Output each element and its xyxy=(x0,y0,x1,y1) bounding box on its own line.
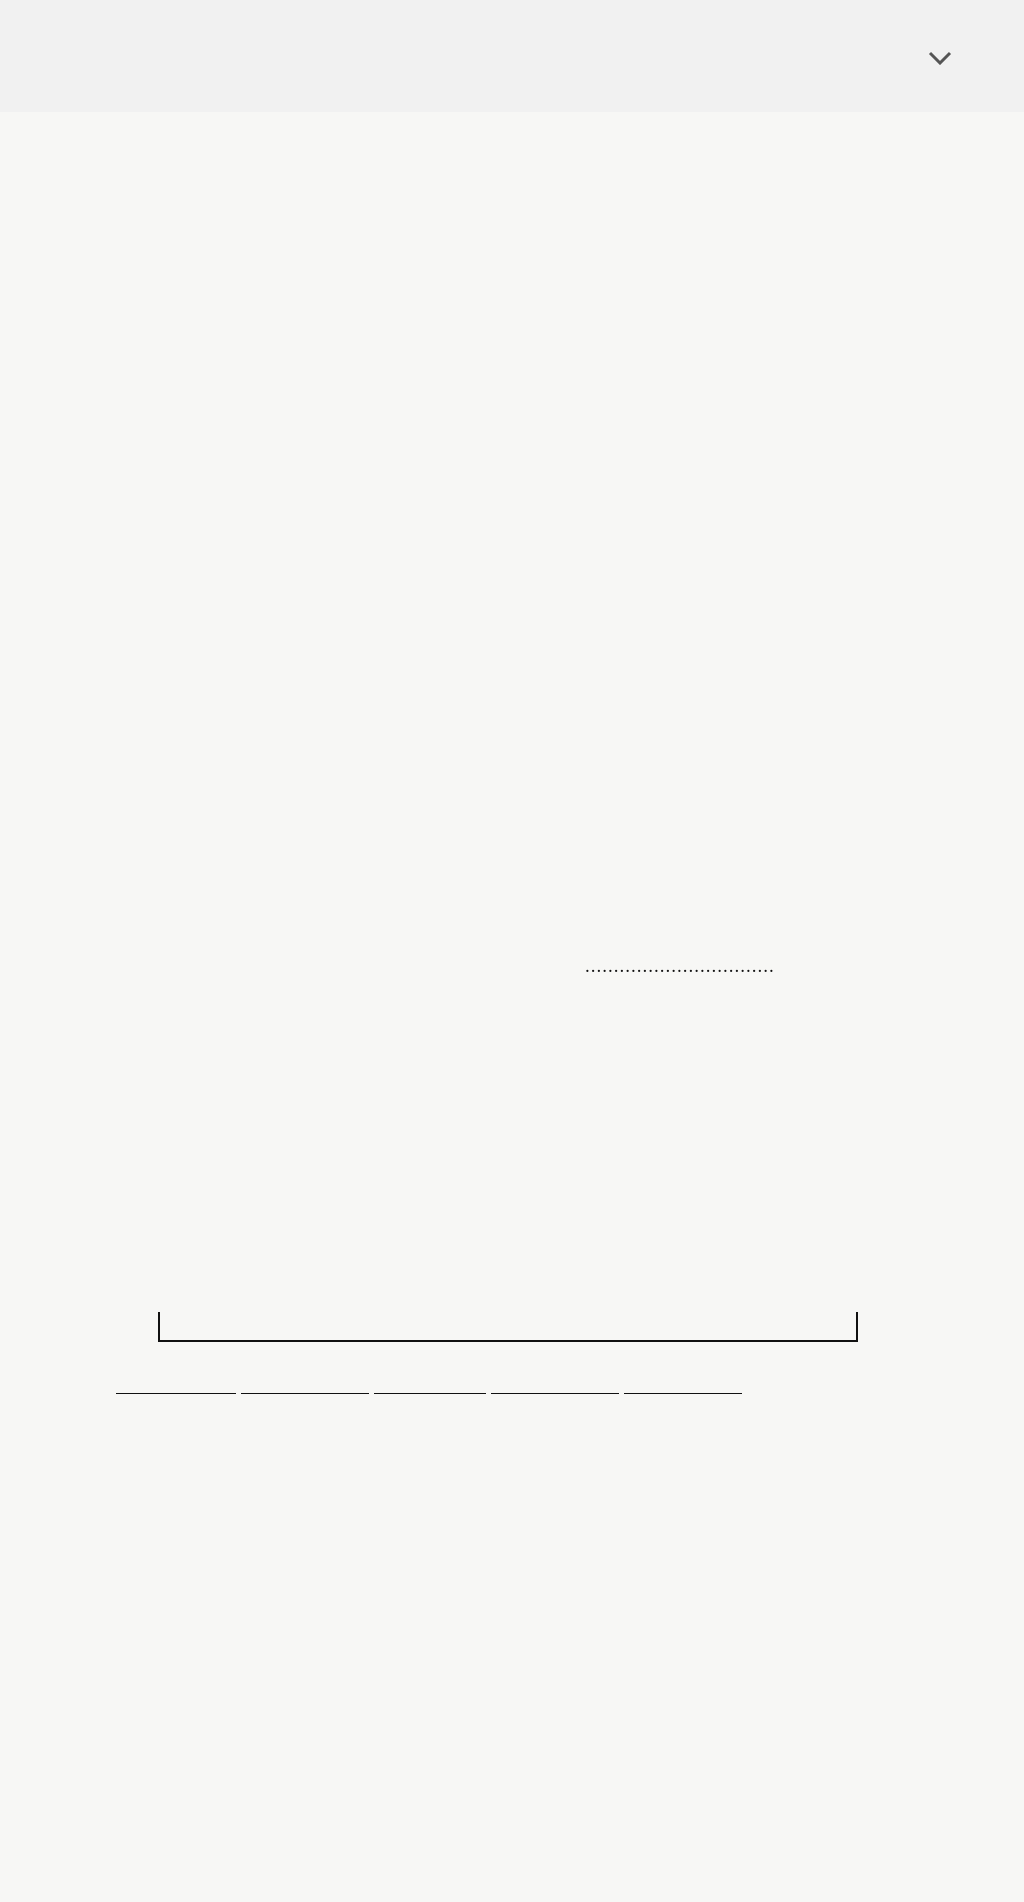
reading-passage xyxy=(116,1374,899,1404)
q10-doctor: ................................. xyxy=(585,956,775,977)
teabag-passage xyxy=(116,1744,899,1774)
viewer-header xyxy=(0,0,1024,113)
word-box xyxy=(158,1312,858,1342)
chevron-down-icon[interactable] xyxy=(920,38,960,78)
document-page xyxy=(0,112,1024,1902)
